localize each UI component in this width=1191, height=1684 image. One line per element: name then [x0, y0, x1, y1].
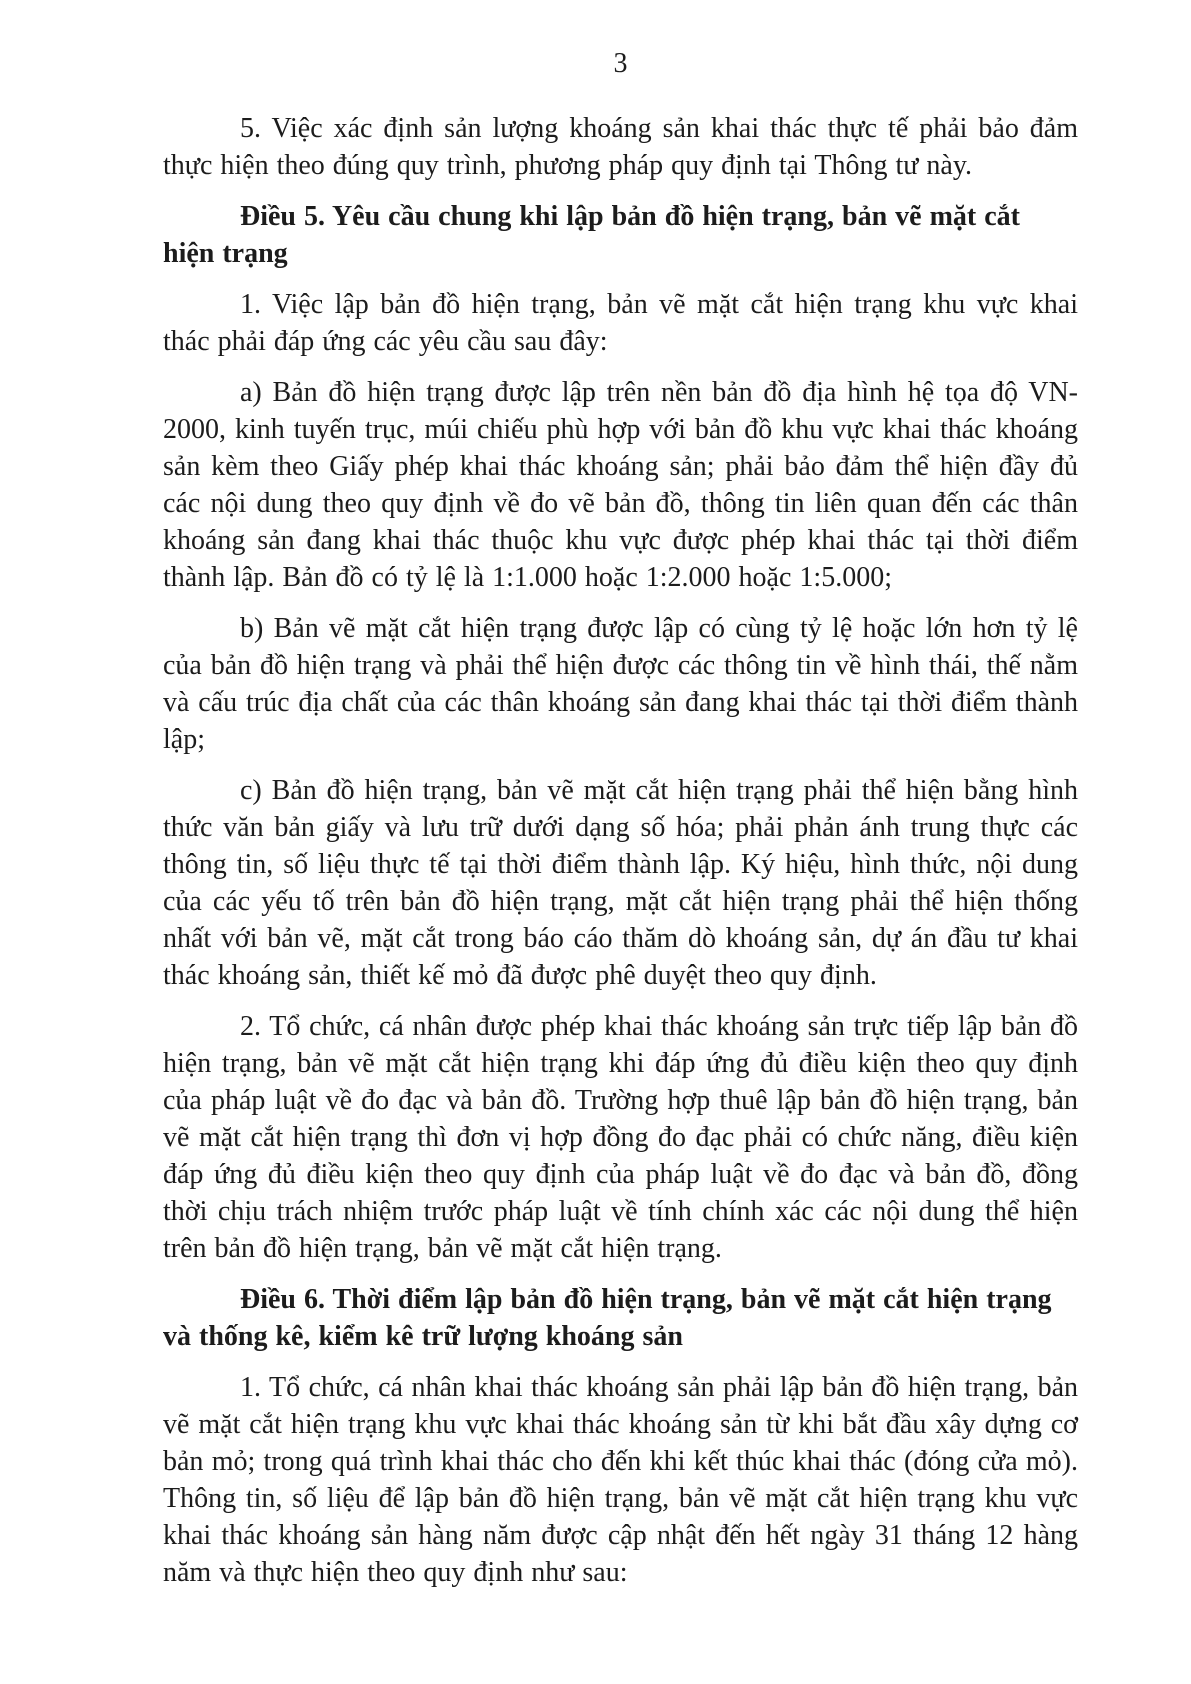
paragraph-clause-5: 5. Việc xác định sản lượng khoáng sản khai thác thực tế phải bảo đảm thực hiện theo đúng quy trình, phương pháp quy định tại Thông tư này.	[163, 113, 1078, 181]
paragraph-article5-point-a: a) Bản đồ hiện trạng được lập trên nền bản đồ địa hình hệ tọa độ VN-2000, kinh tuyến trục, múi chiếu phù hợp với bản đồ khu vực khai thác khoáng sản kèm theo Giấy phép khai thác khoáng sản; phải bảo đảm thể hiện đầy đủ các nội dung theo quy định về đo vẽ bản đồ, thông tin liên quan đến các thân khoáng sản đang khai thác thuộc khu vực được phép khai thác tại thời điểm thành lập. Bản đồ có tỷ lệ là 1:1.000 hoặc 1:2.000 hoặc 1:5.000;	[163, 377, 1078, 593]
paragraph-article5-point-b: b) Bản vẽ mặt cắt hiện trạng được lập có cùng tỷ lệ hoặc lớn hơn tỷ lệ của bản đồ hiện trạng và phải thể hiện được các thông tin về hình thái, thế nằm và cấu trúc địa chất của các thân khoáng sản đang khai thác tại thời điểm thành lập;	[163, 613, 1078, 755]
page-number: 3	[613, 48, 628, 79]
heading-article-6: Điều 6. Thời điểm lập bản đồ hiện trạng, bản vẽ mặt cắt hiện trạng và thống kê, kiểm kê trữ lượng khoáng sản	[163, 1284, 1052, 1352]
paragraph-article5-point-c: c) Bản đồ hiện trạng, bản vẽ mặt cắt hiện trạng phải thể hiện bằng hình thức văn bản giấy và lưu trữ dưới dạng số hóa; phải phản ánh trung thực các thông tin, số liệu thực tế tại thời điểm thành lập. Ký hiệu, hình thức, nội dung của các yếu tố trên bản đồ hiện trạng, mặt cắt hiện trạng phải thể hiện thống nhất với bản vẽ, mặt cắt trong báo cáo thăm dò khoáng sản, dự án đầu tư khai thác khoáng sản, thiết kế mỏ đã được phê duyệt theo quy định.	[163, 775, 1078, 991]
paragraph-article6-clause-1: 1. Tổ chức, cá nhân khai thác khoáng sản phải lập bản đồ hiện trạng, bản vẽ mặt cắt hiện trạng khu vực khai thác khoáng sản từ khi bắt đầu xây dựng cơ bản mỏ; trong quá trình khai thác cho đến khi kết thúc khai thác (đóng cửa mỏ). Thông tin, số liệu để lập bản đồ hiện trạng, bản vẽ mặt cắt hiện trạng khu vực khai thác khoáng sản hàng năm được cập nhật đến hết ngày 31 tháng 12 hàng năm và thực hiện theo quy định như sau:	[163, 1372, 1078, 1588]
paragraph-article5-clause-1: 1. Việc lập bản đồ hiện trạng, bản vẽ mặt cắt hiện trạng khu vực khai thác phải đáp ứng các yêu cầu sau đây:	[163, 289, 1078, 357]
heading-article-5: Điều 5. Yêu cầu chung khi lập bản đồ hiện trạng, bản vẽ mặt cắt hiện trạng	[163, 201, 1020, 269]
paragraph-article5-clause-2: 2. Tổ chức, cá nhân được phép khai thác khoáng sản trực tiếp lập bản đồ hiện trạng, bản vẽ mặt cắt hiện trạng khi đáp ứng đủ điều kiện theo quy định của pháp luật về đo đạc và bản đồ. Trường hợp thuê lập bản đồ hiện trạng, bản vẽ mặt cắt hiện trạng thì đơn vị hợp đồng đo đạc phải có chức năng, điều kiện đáp ứng đủ điều kiện theo quy định của pháp luật về đo đạc và bản đồ, đồng thời chịu trách nhiệm trước pháp luật về tính chính xác các nội dung thể hiện trên bản đồ hiện trạng, bản vẽ mặt cắt hiện trạng.	[163, 1011, 1078, 1264]
